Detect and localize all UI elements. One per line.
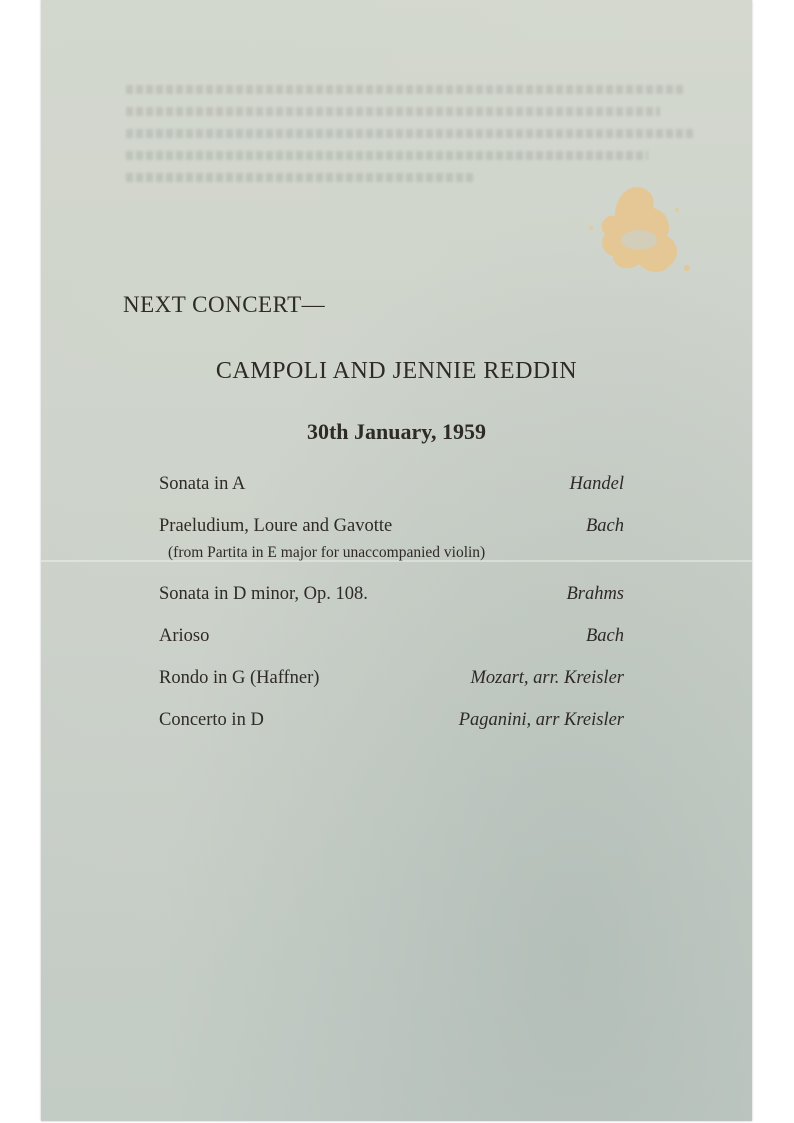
next-concert-heading: NEXT CONCERT— [123, 292, 326, 317]
composer-name: Handel [569, 474, 624, 494]
piece-note: (from Partita in E major for unaccompanied violin) [168, 544, 486, 561]
programme-item [159, 626, 624, 668]
programme-item [159, 668, 624, 710]
programme-item [159, 584, 624, 626]
piece-title: Sonata in A [159, 474, 246, 494]
concert-leaflet [41, 0, 752, 1121]
performers-title: CAMPOLI AND JENNIE REDDIN [215, 358, 578, 384]
composer-name: Paganini, arr Kreisler [458, 710, 624, 730]
piece-title: Concerto in D [159, 710, 264, 730]
piece-title: Praeludium, Loure and Gavotte [159, 516, 393, 536]
composer-name: Bach [585, 516, 624, 536]
piece-title: Rondo in G (Haffner) [159, 668, 320, 688]
water-stain [569, 180, 699, 290]
programme-item [159, 516, 624, 584]
piece-title: Sonata in D minor, Op. 108. [159, 584, 368, 604]
programme-list [159, 474, 624, 752]
programme-item [159, 474, 624, 516]
programme-item [159, 710, 624, 752]
show-through-text [126, 85, 706, 195]
composer-name: Brahms [566, 584, 624, 604]
piece-title: Arioso [159, 626, 210, 646]
concert-date: 30th January, 1959 [306, 419, 487, 444]
composer-name: Bach [585, 626, 624, 646]
composer-name: Mozart, arr. Kreisler [470, 668, 624, 688]
